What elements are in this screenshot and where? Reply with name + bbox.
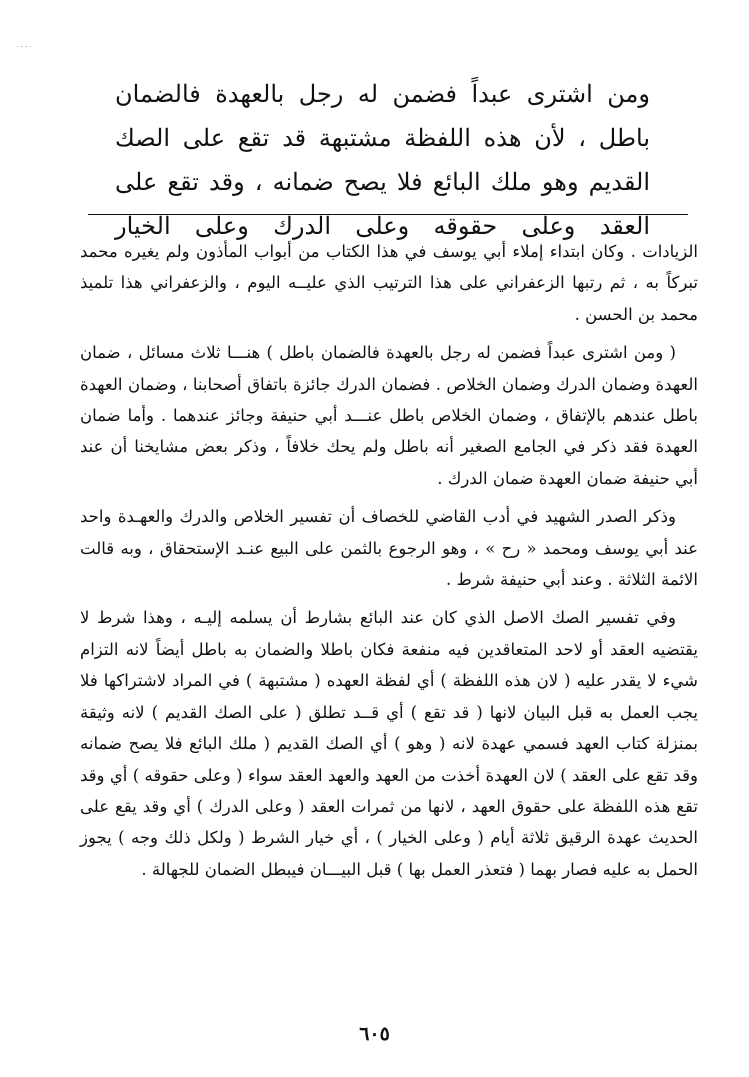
main-text-block [115,72,650,248]
commentary-paragraph-1: الزيادات . وكان ابتداء إملاء أبي يوسف في هذا الكتاب من أبواب المأذون ولم يغيره محمد تبركاً به ، ثم رتبها الزعفراني على هذا الترتيب الذي عليــه اليوم ، والزعفراني هذا تلميذ محمد بن الحسن . [80,242,698,324]
corner-mark: .... [16,40,35,49]
section-divider [88,214,688,215]
commentary-paragraph-2: ( ومن اشترى عبداً فضمن له رجل بالعهدة فالضمان باطل ) هنـــا ثلاث مسائل ، ضمان العهدة وضمان الدرك وضمان الخلاص . فضمان الدرك جائزة باتفاق أصحابنا ، وضمان العهدة باطل عندهم بالإتفاق ، وضمان الخلاص باطل عنـــد أبي حنيفة وجائز عندهما . وأما ضمان العهدة فقد ذكر في الجامع الصغير أنه باطل ولم يحك خلافاً ، وذكر بعض مشايخنا أن عند أبي حنيفة ضمان العهدة ضمان الدرك . [80,343,698,488]
page-number: ٦٠٥ [359,1023,390,1045]
main-text-paragraph: ومن اشترى عبداً فضمن له رجل بالعهدة فالضمان باطل ، لأن هذه اللفظة مشتبهة قد تقع على الصك القديم وهو ملك البائع فلا يصح ضمانه ، وقد تقع على العقد وعلى حقوقه وعلى الدرك وعلى الخيار [115,80,650,240]
commentary-block [80,236,698,885]
commentary-paragraph-4: وفي تفسير الصك الاصل الذي كان عند البائع بشارط أن يسلمه إليـه ، وهذا شرط لا يقتضيه العقد أو لاحد المتعاقدين فيه منفعة فكان باطلا والضمان به باطل أيضاً لانه التزام شيء لا يقدر عليه ( لان هذه اللفظة ) أي لفظة العهده ( مشتبهة ) في المراد لاشتراكها فلا يجب العمل به قبل البيان لانها ( قد تقع ) أي قــد تطلق ( على الصك القديم ) لانه وثيقة بمنزلة كتاب العهد فسمي عهدة لانه ( وهو ) أي الصك القديم ( ملك البائع فلا يصح ضمانه وقد تقع على العقد ) لان العهدة أخذت من العهد والعهد العقد سواء ( وعلى حقوقه ) أي وقد تقع هذه اللفظة على حقوق العهد ، لانها من ثمرات العقد ( وعلى الدرك ) أي وقد يقع على الحديث عهدة الرقيق ثلاثة أيام ( وعلى الخيار ) ، أي خيار الشرط ( ولكل ذلك وجه ) يجوز الحمل به عليه فصار بهما ( فتعذر العمل بها ) قبل البيـــان فيبطل الضمان للجهالة . [80,608,698,879]
commentary-paragraph-3: وذكر الصدر الشهيد في أدب القاضي للخصاف أن تفسير الخلاص والدرك والعهـدة واحد عند أبي يوسف ومحمد « رح » ، وهو الرجوع بالثمن على البيع عنـد الإستحقاق ، وبه قالت الائمة الثلاثة . وعند أبي حنيفة شرط . [80,507,698,590]
